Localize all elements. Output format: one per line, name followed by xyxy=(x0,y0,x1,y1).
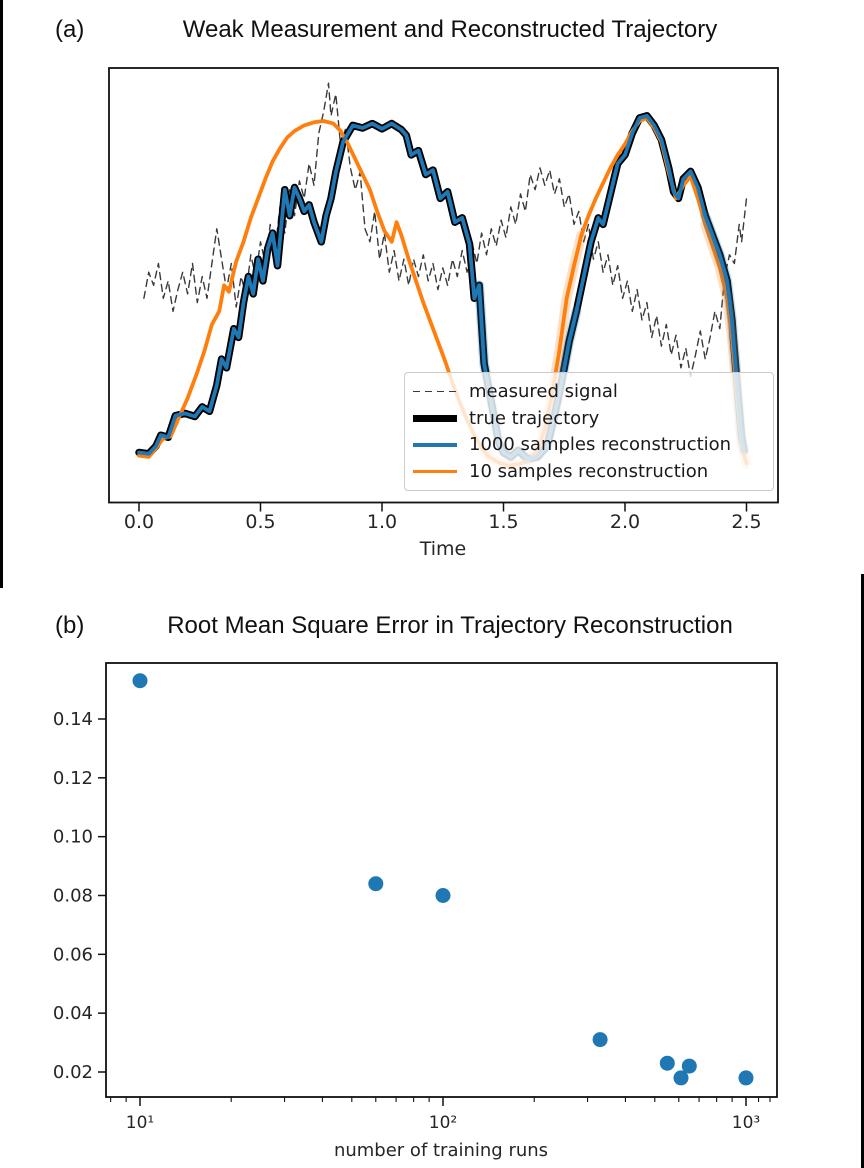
legend-line-sample-icon xyxy=(413,463,457,481)
panel-b-box xyxy=(106,663,777,1097)
panel-b-y-tick-label: 0.04 xyxy=(52,1003,93,1025)
panel-a-x-tick-label: 1.0 xyxy=(366,511,398,533)
legend-item xyxy=(413,459,765,485)
panel-b-title: Root Mean Square Error in Trajectory Reconstruction xyxy=(167,612,733,639)
scatter-point xyxy=(368,876,383,891)
scatter-point xyxy=(682,1059,697,1074)
legend-item-label: 10 samples reconstruction xyxy=(469,461,709,483)
panel-b-points xyxy=(133,673,754,1085)
legend-item xyxy=(413,432,765,458)
panel-a-xlabel: Time xyxy=(419,538,467,560)
legend-item-label: 1000 samples reconstruction xyxy=(469,434,732,456)
legend-line-sample-icon xyxy=(413,382,457,400)
panel-a-x-tick-label: 1.5 xyxy=(488,511,519,533)
panel-b-y-tick-label: 0.14 xyxy=(52,708,93,730)
panel-b-xlabel: number of training runs xyxy=(333,1140,549,1161)
panel-b-tag: (b) xyxy=(55,612,85,639)
scatter-point xyxy=(660,1056,675,1071)
panel-a-x-ticks xyxy=(124,503,762,534)
panel-b-y-ticks xyxy=(53,709,106,1083)
panel-a-x-tick-label: 2.5 xyxy=(731,511,762,533)
panel-a-x-tick-label: 2.0 xyxy=(609,511,641,533)
legend-line-sample-icon xyxy=(413,436,457,454)
legend-box xyxy=(404,372,774,491)
panel-b-y-tick-label: 0.06 xyxy=(52,944,93,966)
panel-b-axes xyxy=(53,663,777,1133)
legend-item-label: measured signal xyxy=(469,380,618,402)
panel-b-y-tick-label: 0.08 xyxy=(52,885,93,907)
panel-b-x-tick-label: 10³ xyxy=(731,1113,761,1133)
panel-a-title: Weak Measurement and Reconstructed Trajectory xyxy=(182,16,718,43)
scatter-point xyxy=(593,1032,608,1047)
legend-item-label: true trajectory xyxy=(469,407,600,429)
scatter-point xyxy=(133,673,148,688)
panel-b-x-tick-label: 10¹ xyxy=(125,1113,155,1133)
panel-b-y-tick-label: 0.10 xyxy=(52,826,93,848)
panel-b-y-tick-label: 0.12 xyxy=(52,767,93,789)
panel-b-x-tick-label: 10² xyxy=(428,1113,458,1133)
panel-b-y-tick-label: 0.02 xyxy=(52,1062,93,1083)
panel-b-x-ticks xyxy=(126,1097,760,1133)
scatter-point xyxy=(739,1070,754,1085)
legend-item xyxy=(413,378,765,404)
legend-item xyxy=(413,405,765,431)
panel-a-tag: (a) xyxy=(55,16,85,43)
scatter-point xyxy=(436,888,451,903)
legend-line-sample-icon xyxy=(413,409,457,427)
panel-a-x-tick-label: 0.0 xyxy=(123,511,155,533)
panel-a-x-tick-label: 0.5 xyxy=(245,511,276,533)
